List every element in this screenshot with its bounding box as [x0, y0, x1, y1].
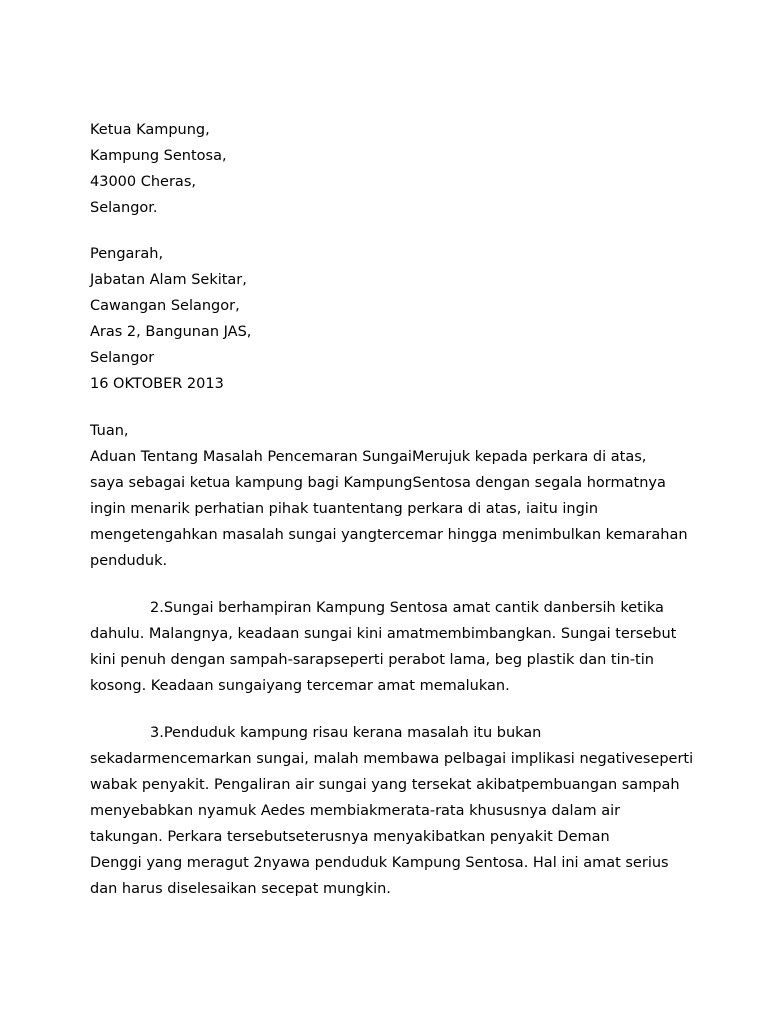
sender-line: 43000 Cheras, — [90, 174, 196, 190]
letter-date: 16 OKTOBER 2013 — [90, 376, 224, 392]
salutation-and-opening — [90, 418, 690, 574]
paragraph-2-line: kini penuh dengan sampah-sarapseperti perabot lama, beg plastik dan tin-tin — [90, 652, 654, 668]
paragraph-1-line: ingin menarik perhatian pihak tuantentang perkara di atas, iaitu ingin — [90, 501, 599, 517]
paragraph-3-line: wabak penyakit. Pengaliran air sungai yang tersekat akibatpembuangan sampah — [90, 777, 680, 793]
recipient-line: Jabatan Alam Sekitar, — [90, 272, 247, 288]
recipient-line: Cawangan Selangor, — [90, 298, 240, 314]
sender-line: Kampung Sentosa, — [90, 148, 227, 164]
paragraph-3-line: dan harus diselesaikan secepat mungkin. — [90, 881, 391, 897]
paragraph-3-line: takungan. Perkara tersebutseterusnya menyakibatkan penyakit Deman — [90, 829, 610, 845]
paragraph-3 — [90, 720, 694, 902]
paragraph-2-line: kosong. Keadaan sungaiyang tercemar amat memalukan. — [90, 678, 510, 694]
paragraph-2-line: 2.Sungai berhampiran Kampung Sentosa amat cantik danbersih ketika — [150, 600, 664, 616]
sender-line: Selangor. — [90, 200, 158, 216]
paragraph-3-line: menyebabkan nyamuk Aedes membiakmerata-rata khususnya dalam air — [90, 803, 621, 819]
recipient-line: Pengarah, — [90, 246, 164, 262]
recipient-line: Aras 2, Bangunan JAS, — [90, 324, 252, 340]
paragraph-1-line: saya sebagai ketua kampung bagi KampungSentosa dengan segala hormatnya — [90, 475, 666, 491]
paragraph-2-line: dahulu. Malangnya, keadaan sungai kini amatmembimbangkan. Sungai tersebut — [90, 626, 677, 642]
sender-address — [90, 117, 690, 221]
paragraph-1-line: Aduan Tentang Masalah Pencemaran SungaiMerujuk kepada perkara di atas, — [90, 449, 647, 465]
paragraph-3-line: 3.Penduduk kampung risau kerana masalah itu bukan — [150, 725, 542, 741]
salutation: Tuan, — [90, 423, 129, 439]
paragraph-3-line: Denggi yang meragut 2nyawa penduduk Kampung Sentosa. Hal ini amat serius — [90, 855, 669, 871]
paragraph-2 — [90, 595, 690, 699]
recipient-address — [90, 241, 690, 397]
paragraph-1-line: mengetengahkan masalah sungai yangtercemar hingga menimbulkan kemarahan — [90, 527, 688, 543]
recipient-line: Selangor — [90, 350, 155, 366]
sender-line: Ketua Kampung, — [90, 122, 210, 138]
paragraph-3-line: sekadarmencemarkan sungai, malah membawa pelbagai implikasi negativeseperti — [90, 751, 694, 767]
paragraph-1-line: penduduk. — [90, 553, 168, 569]
